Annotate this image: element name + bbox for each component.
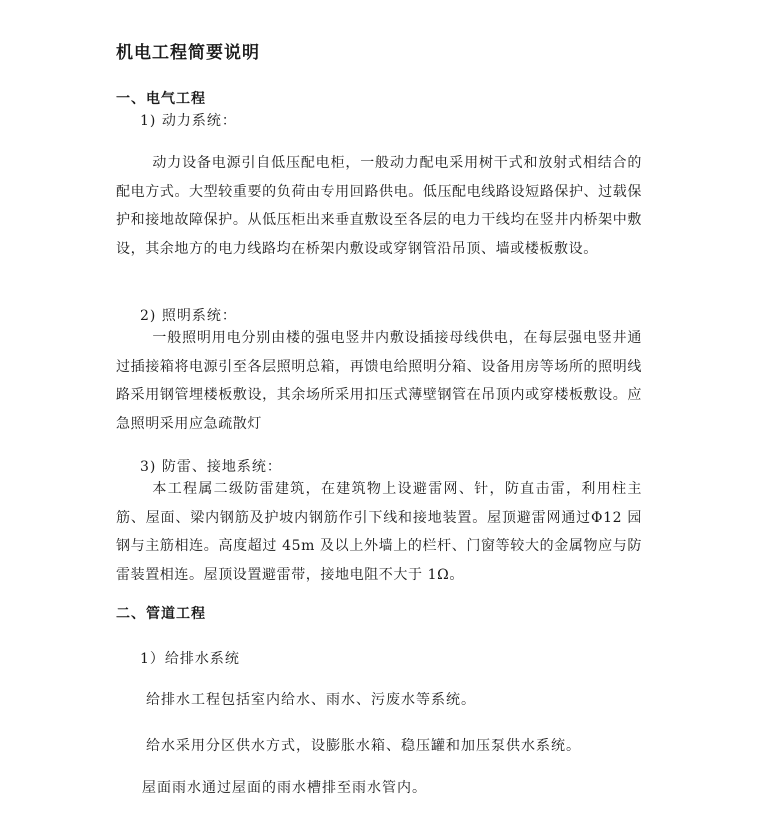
- text-line-water-supply: 给水采用分区供水方式，设膨胀水箱、稳压罐和加压泵供水系统。: [146, 738, 581, 754]
- document-title: 机电工程简要说明: [116, 43, 260, 63]
- text-line-roof-rainwater: 屋面雨水通过屋面的雨水槽排至雨水管内。: [142, 780, 427, 796]
- section-heading-electrical: 一、电气工程: [116, 91, 206, 107]
- paragraph-lighting-system: 一般照明用电分别由楼的强电竖井内敷设插接母线供电，在每层强电竖井通过插接箱将电源引至各层照明总箱，再馈电给照明分箱、设备用房等场所的照明线路采用钢管埋楼板敷设，其余场所采用扣压式薄壁钢管在吊顶内或穿楼板敷设。应急照明采用应急疏散灯: [116, 330, 642, 432]
- paragraph-power-system: 动力设备电源引自低压配电柜，一般动力配电采用树干式和放射式相结合的配电方式。大型较重要的负荷由专用回路供电。低压配电线路设短路保护、过载保护和接地故障保护。从低压柜出来垂直敷设至各层的电力干线均在竖井内桥架中敷设，其余地方的电力线路均在桥架内敷设或穿钢管沿吊顶、墙或楼板敷设。: [116, 155, 642, 257]
- subheading-water-supply-drainage: 1）给排水系统: [140, 651, 240, 667]
- subheading-power-system: 1) 动力系统：: [140, 113, 237, 129]
- subheading-lightning-grounding: 3) 防雷、接地系统：: [140, 459, 282, 475]
- subheading-lighting-system: 2) 照明系统：: [140, 308, 237, 324]
- text-line-water-scope: 给排水工程包括室内给水、雨水、污废水等系统。: [146, 692, 476, 708]
- paragraph-lightning-grounding: 本工程属二级防雷建筑，在建筑物上设避雷网、针，防直击雷，利用柱主筋、屋面、梁内钢筋及护坡内钢筋作引下线和接地装置。屋顶避雷网通过Φ12 园钢与主筋相连。高度超过 45m 及以上外墙上的栏杆、门窗等较大的金属物应与防雷装置相连。屋顶设置避雷带，接地电阻不大于 1Ω。: [116, 481, 642, 583]
- section-heading-piping: 二、管道工程: [116, 606, 206, 622]
